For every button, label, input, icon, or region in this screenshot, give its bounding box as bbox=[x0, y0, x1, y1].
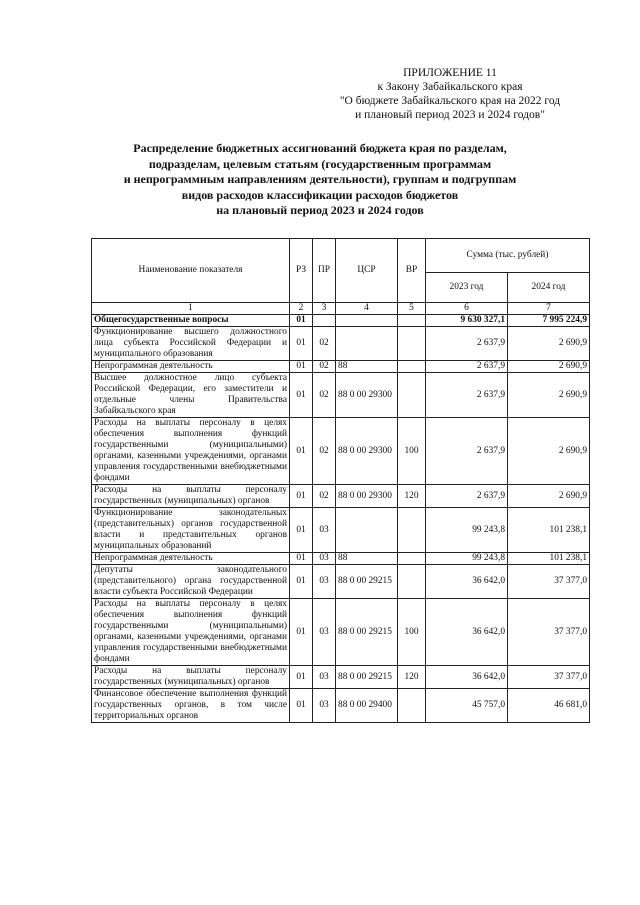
header-rz: РЗ bbox=[290, 239, 313, 303]
row-2024: 101 238,1 bbox=[508, 553, 590, 565]
row-rz: 01 bbox=[290, 418, 313, 485]
row-csr: 88 0 00 29400 bbox=[336, 689, 398, 723]
row-pr: 02 bbox=[313, 327, 336, 361]
table-row bbox=[92, 418, 590, 485]
row-name: Непрограммная деятельность bbox=[92, 361, 290, 373]
header-2023: 2023 год bbox=[426, 273, 508, 303]
row-vr: 100 bbox=[398, 599, 426, 666]
row-pr: 02 bbox=[313, 373, 336, 418]
row-pr: 03 bbox=[313, 599, 336, 666]
row-vr bbox=[398, 508, 426, 553]
header-csr: ЦСР bbox=[336, 239, 398, 303]
row-pr: 02 bbox=[313, 485, 336, 508]
row-vr: 100 bbox=[398, 418, 426, 485]
row-vr bbox=[398, 361, 426, 373]
document-title bbox=[60, 141, 580, 219]
row-name: Расходы на выплаты персоналу государственных (муниципальных) органов bbox=[92, 485, 290, 508]
title-line: подразделам, целевым статьям (государственным программам bbox=[148, 156, 492, 171]
appendix-law-title-cont: и плановый период 2023 и 2024 годов" bbox=[355, 109, 545, 121]
table-row bbox=[92, 361, 590, 373]
row-csr: 88 bbox=[336, 361, 398, 373]
row-2024: 2 690,9 bbox=[508, 485, 590, 508]
row-2024: 101 238,1 bbox=[508, 508, 590, 553]
appendix-header bbox=[300, 66, 600, 122]
row-vr: 120 bbox=[398, 485, 426, 508]
table-row bbox=[92, 565, 590, 599]
row-2023: 2 637,9 bbox=[426, 361, 508, 373]
header-name: Наименование показателя bbox=[92, 239, 290, 303]
row-pr: 02 bbox=[313, 418, 336, 485]
header-sum: Сумма (тыс. рублей) bbox=[426, 239, 590, 273]
row-rz: 01 bbox=[290, 666, 313, 689]
table-row bbox=[92, 373, 590, 418]
row-pr: 03 bbox=[313, 553, 336, 565]
row-2023: 36 642,0 bbox=[426, 565, 508, 599]
budget-table bbox=[91, 238, 590, 723]
row-vr: 120 bbox=[398, 666, 426, 689]
appendix-law-ref: к Закону Забайкальского края bbox=[377, 81, 523, 93]
row-csr bbox=[336, 508, 398, 553]
row-pr: 03 bbox=[313, 565, 336, 599]
col-number: 5 bbox=[398, 303, 426, 315]
row-2024: 2 690,9 bbox=[508, 327, 590, 361]
row-csr bbox=[336, 327, 398, 361]
col-number: 1 bbox=[92, 303, 290, 315]
row-name: Финансовое обеспечение выполнения функций государственных органов, в том числе территориальных органов bbox=[92, 689, 290, 723]
table-row bbox=[92, 599, 590, 666]
row-vr bbox=[398, 327, 426, 361]
table-row bbox=[92, 327, 590, 361]
col-number: 7 bbox=[508, 303, 590, 315]
row-vr bbox=[398, 689, 426, 723]
row-2023: 2 637,9 bbox=[426, 327, 508, 361]
row-name: Высшее должностное лицо субъекта Российской Федерации, его заместители и отдельные члены Правительства Забайкальского края bbox=[92, 373, 290, 418]
row-2024: 7 995 224,9 bbox=[508, 315, 590, 327]
row-2023: 99 243,8 bbox=[426, 553, 508, 565]
appendix-number: ПРИЛОЖЕНИЕ 11 bbox=[403, 67, 497, 79]
row-rz: 01 bbox=[290, 689, 313, 723]
column-numbers-row bbox=[92, 303, 590, 315]
row-csr: 88 0 00 29300 bbox=[336, 373, 398, 418]
row-vr bbox=[398, 565, 426, 599]
row-2023: 36 642,0 bbox=[426, 599, 508, 666]
row-vr bbox=[398, 553, 426, 565]
header-pr: ПР bbox=[313, 239, 336, 303]
title-line: Распределение бюджетных ассигнований бюджета края по разделам, bbox=[133, 141, 507, 155]
row-csr: 88 0 00 29300 bbox=[336, 418, 398, 485]
row-rz: 01 bbox=[290, 373, 313, 418]
row-name: Расходы на выплаты персоналу государственных (муниципальных) органов bbox=[92, 666, 290, 689]
row-csr: 88 0 00 29215 bbox=[336, 599, 398, 666]
row-pr: 02 bbox=[313, 361, 336, 373]
row-2024: 46 681,0 bbox=[508, 689, 590, 723]
row-2023: 2 637,9 bbox=[426, 485, 508, 508]
row-rz: 01 bbox=[290, 508, 313, 553]
col-number: 4 bbox=[336, 303, 398, 315]
row-rz: 01 bbox=[290, 553, 313, 565]
table-row bbox=[92, 508, 590, 553]
row-csr: 88 0 00 29300 bbox=[336, 485, 398, 508]
row-2024: 2 690,9 bbox=[508, 418, 590, 485]
table-row bbox=[92, 485, 590, 508]
row-rz: 01 bbox=[290, 315, 313, 327]
title-line: на плановый период 2023 и 2024 годов bbox=[216, 203, 424, 217]
row-2023: 9 630 327,1 bbox=[426, 315, 508, 327]
row-name: Депутаты законодательного (представительного) органа государственной власти субъекта Российской Федерации bbox=[92, 565, 290, 599]
row-2024: 2 690,9 bbox=[508, 373, 590, 418]
row-vr bbox=[398, 315, 426, 327]
row-2024: 37 377,0 bbox=[508, 666, 590, 689]
table-row bbox=[92, 553, 590, 565]
row-csr: 88 bbox=[336, 553, 398, 565]
row-name: Расходы на выплаты персоналу в целях обеспечения выполнения функций государственными (муниципальными) органами, казенными учреждениями, органами управления государственными внебюджетными фондами bbox=[92, 418, 290, 485]
row-pr: 03 bbox=[313, 666, 336, 689]
table-row bbox=[92, 315, 590, 327]
row-name: Функционирование законодательных (представительных) органов государственной власти и представительных органов муниципальных образований bbox=[92, 508, 290, 553]
row-2023: 36 642,0 bbox=[426, 666, 508, 689]
col-number: 3 bbox=[313, 303, 336, 315]
row-2024: 37 377,0 bbox=[508, 565, 590, 599]
row-pr bbox=[313, 315, 336, 327]
row-name: Общегосударственные вопросы bbox=[92, 315, 290, 327]
row-rz: 01 bbox=[290, 361, 313, 373]
row-2023: 45 757,0 bbox=[426, 689, 508, 723]
row-pr: 03 bbox=[313, 508, 336, 553]
row-name: Функционирование высшего должностного лица субъекта Российской Федерации и муниципального образования bbox=[92, 327, 290, 361]
row-rz: 01 bbox=[290, 327, 313, 361]
row-2024: 37 377,0 bbox=[508, 599, 590, 666]
title-line: видов расходов классификации расходов бюджетов bbox=[181, 187, 459, 202]
header-2024: 2024 год bbox=[508, 273, 590, 303]
row-name: Непрограммная деятельность bbox=[92, 553, 290, 565]
header-vr: ВР bbox=[398, 239, 426, 303]
row-csr: 88 0 00 29215 bbox=[336, 565, 398, 599]
row-2024: 2 690,9 bbox=[508, 361, 590, 373]
row-csr: 88 0 00 29215 bbox=[336, 666, 398, 689]
row-csr bbox=[336, 315, 398, 327]
row-pr: 03 bbox=[313, 689, 336, 723]
col-number: 6 bbox=[426, 303, 508, 315]
row-2023: 99 243,8 bbox=[426, 508, 508, 553]
table-row bbox=[92, 689, 590, 723]
col-number: 2 bbox=[290, 303, 313, 315]
row-2023: 2 637,9 bbox=[426, 373, 508, 418]
row-vr bbox=[398, 373, 426, 418]
appendix-law-title: "О бюджете Забайкальского края на 2022 год bbox=[339, 95, 561, 107]
row-rz: 01 bbox=[290, 599, 313, 666]
table-row bbox=[92, 666, 590, 689]
row-name: Расходы на выплаты персоналу в целях обеспечения выполнения функций государственными (муниципальными) органами, казенными учреждениями, органами управления государственными внебюджетными фондами bbox=[92, 599, 290, 666]
row-rz: 01 bbox=[290, 485, 313, 508]
title-line: и непрограммным направлениям деятельности), группам и подгруппам bbox=[123, 172, 517, 186]
row-2023: 2 637,9 bbox=[426, 418, 508, 485]
row-rz: 01 bbox=[290, 565, 313, 599]
